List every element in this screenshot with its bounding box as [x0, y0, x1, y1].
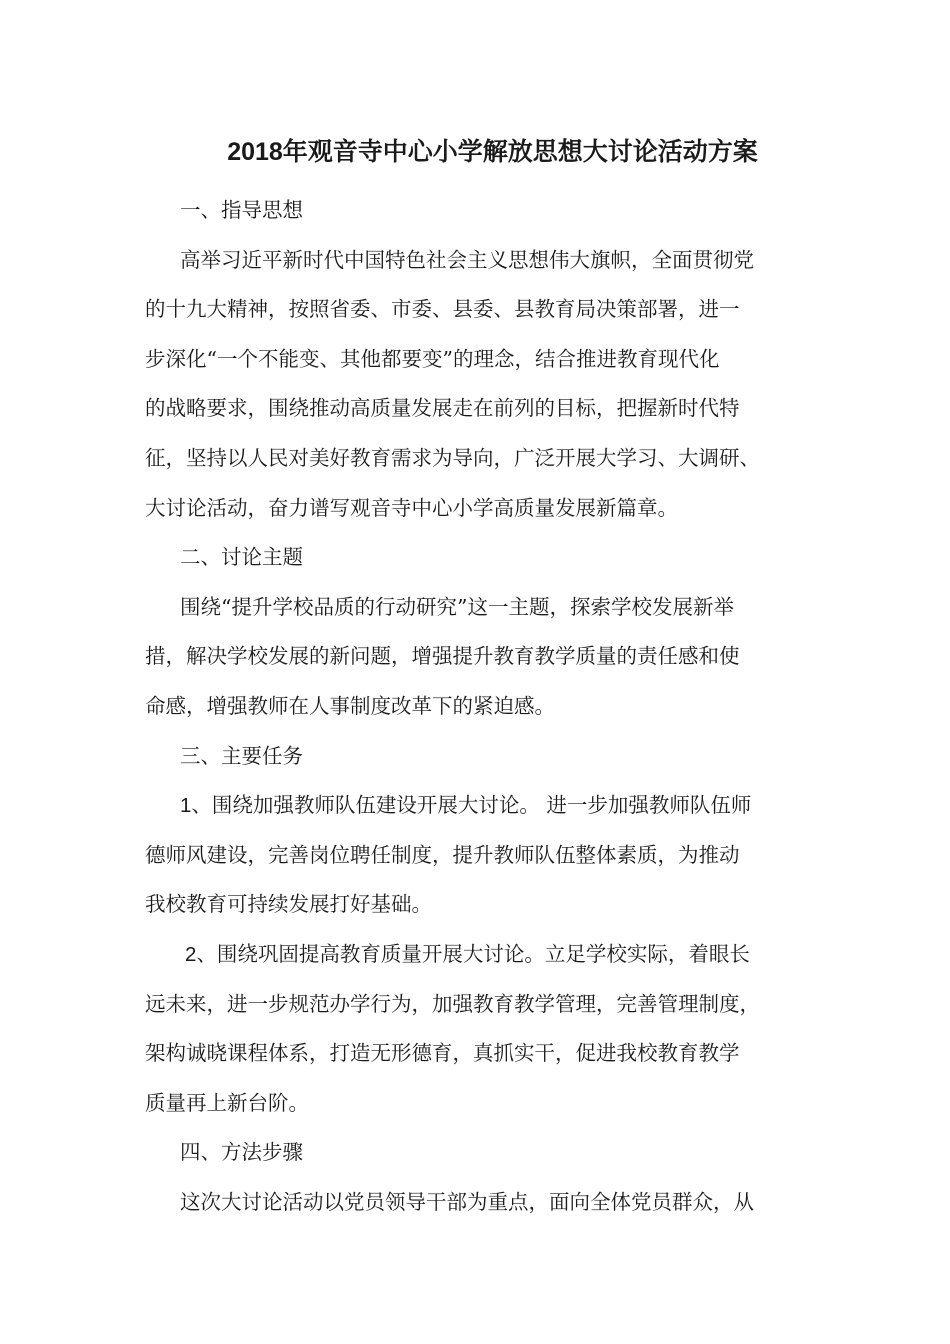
paragraph-line: 质量再上新台阶。 [145, 1090, 309, 1115]
section-heading-main-tasks: 三、主要任务 [180, 743, 303, 768]
task-item-1-text: 、围绕加强教师队伍建设开展大讨论。 进一步加强教师队伍师 [191, 793, 752, 818]
section-heading-method-steps: 四、方法步骤 [180, 1140, 303, 1165]
paragraph-line: 这次大讨论活动以党员领导干部为重点，面向全体党员群众，从 [180, 1189, 754, 1214]
task-item-2-text: 、围绕巩固提高教育质量开展大讨论。立足学校实际，着眼长 [196, 941, 750, 966]
paragraph-line: 措，解决学校发展的新问题，增强提升教育教学质量的责任感和使 [145, 644, 740, 669]
task-item-1-number: 1 [180, 794, 192, 818]
paragraph-line: 的战略要求，围绕推动高质量发展走在前列的目标，把握新时代特 [145, 396, 740, 421]
paragraph-line: 远未来，进一步规范办学行为，加强教育教学管理，完善管理制度， [145, 991, 760, 1016]
paragraph-line: 高举习近平新时代中国特色社会主义思想伟大旗帜，全面贯彻党 [180, 247, 754, 272]
paragraph-line: 大讨论活动，奋力谱写观音寺中心小学高质量发展新篇章。 [145, 495, 678, 520]
paragraph-line: 征，坚持以人民对美好教育需求为导向，广泛开展大学习、大调研、 [145, 445, 760, 470]
document-title: 2018年观音寺中心小学解放思想大讨论活动方案 [227, 138, 758, 166]
task-item-2-number: 2 [185, 942, 197, 966]
paragraph-line: 命感，增强教师在人事制度改革下的紧迫感。 [145, 693, 555, 718]
paragraph-line: 的十九大精神，按照省委、市委、县委、县教育局决策部署，进一 [145, 297, 740, 322]
section-heading-guiding-thought: 一、指导思想 [180, 198, 303, 222]
paragraph-line: 我校教育可持续发展打好基础。 [145, 892, 432, 917]
paragraph-line: 德师风建设，完善岗位聘任制度，提升教师队伍整体素质，为推动 [145, 842, 740, 867]
task-item-1-line [145, 781, 830, 831]
task-item-2-line [145, 930, 830, 980]
paragraph-line: 架构诚晓课程体系，打造无形德育，真抓实干，促进我校教育教学 [145, 1041, 740, 1066]
paragraph-line: 围绕“提升学校品质的行动研究”这一主题，探索学校发展新举 [180, 594, 734, 619]
paragraph-line: 步深化“一个不能变、其他都要变”的理念，结合推进教育现代化 [145, 346, 720, 371]
section-heading-discussion-theme: 二、讨论主题 [180, 545, 303, 570]
